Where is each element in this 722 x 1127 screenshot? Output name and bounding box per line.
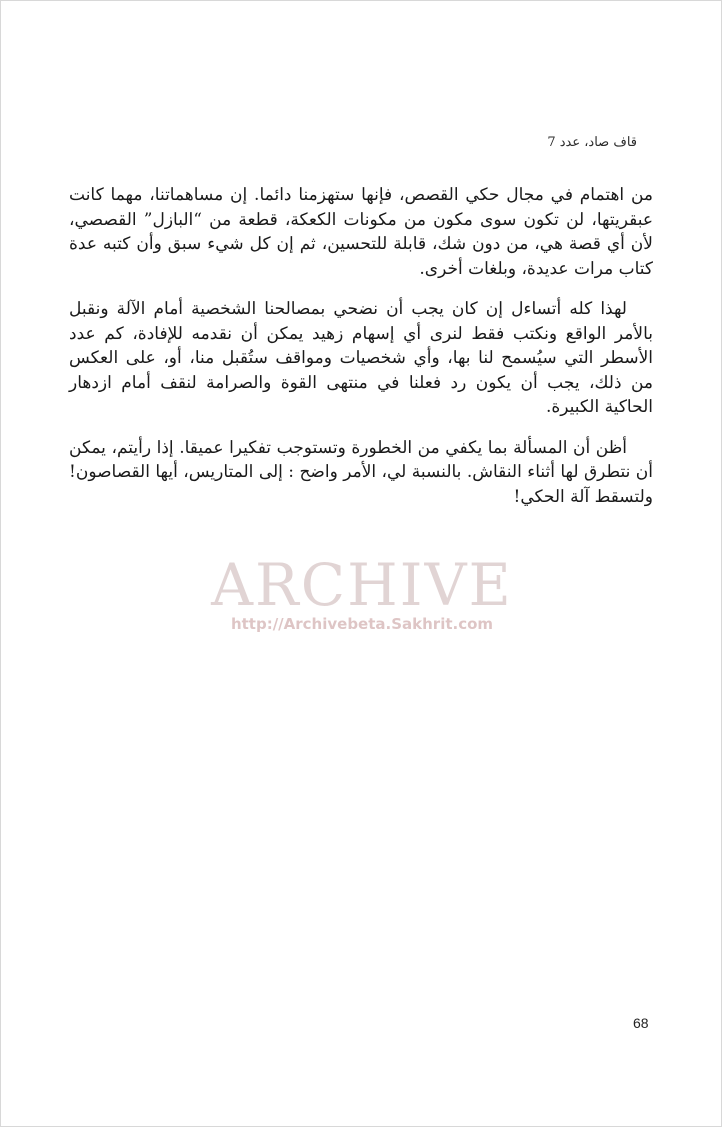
paragraph: لهذا كله أتساءل إن كان يجب أن نضحي بمصالحنا الشخصية أمام الآلة ونقبل بالأمر الواقع ونكتب فقط لنرى أي إسهام زهيد يمكن أن نقدمه للإفادة، كم عدد الأسطر التي سيُسمح لنا بها، وأي شخصيات ومواقف ستُقبل منا، أو، على العكس من ذلك، يجب أن يكون رد فعلنا في منتهى القوة والصرامة لنقف أمام ازدهار الحاكية الكبيرة. [69,299,653,417]
archive-watermark-logo: ARCHIVE [211,551,513,619]
article-body [69,183,653,525]
archive-watermark-url: http://Archivebeta.Sakhrit.com [230,615,494,633]
paragraph: من اهتمام في مجال حكي القصص، فإنها ستهزمنا دائما. إن مساهماتنا، مهما كانت عبقريتها، لن تكون سوى مكون من مكونات الكعكة، قطعة من “البازل” القصصي، لأن أي قصة هي، من دون شك، قابلة للتحسين، ثم إن كل شيء سبق وأن كتبه عدة كتاب مرات عديدة، وبلغات أخرى. [69,185,653,279]
paragraph: أظن أن المسألة بما يكفي من الخطورة وتستوجب تفكيرا عميقا. إذا رأيتم، يمكن أن نتطرق لها أثناء النقاش. بالنسبة لي، الأمر واضح : إلى المتاريس، أيها القصاصون! ولتسقط آلة الحكي! [69,437,653,507]
running-header: قاف صاد، عدد 7 [547,135,637,150]
page-number: 68 [633,1015,649,1031]
